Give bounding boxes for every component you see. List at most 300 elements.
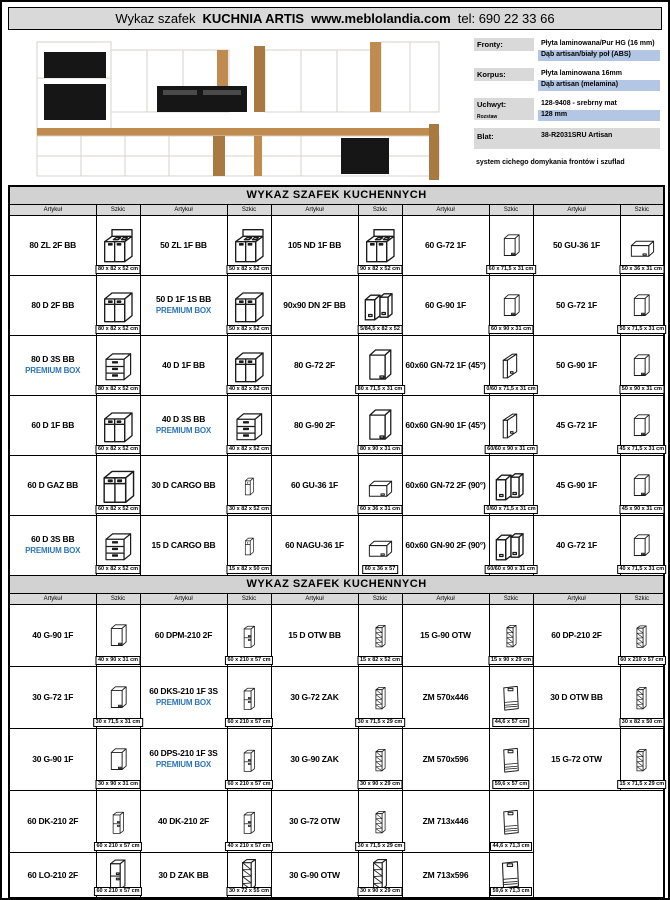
- article-cell: [533, 215, 620, 275]
- article-name: 80 G-90 2F: [294, 419, 335, 430]
- dimensions-label: 15 x 90 x 29 cm: [488, 656, 533, 665]
- column-header-szkic: Szkic: [96, 204, 140, 215]
- article-cell: [140, 335, 227, 395]
- article-cell: [271, 215, 358, 275]
- spec-value-line: 128-9408 - srebrny mat: [541, 99, 617, 107]
- article-name: 60 G-90 1F: [425, 299, 466, 310]
- dimensions-label: 45 x 90 x 31 cm: [619, 505, 664, 514]
- sketch-cell: [620, 215, 664, 275]
- title-brand: KUCHNIA ARTIS: [202, 11, 305, 26]
- article-name: 60 DKS-210 1F 3S: [149, 686, 218, 696]
- article-name: 30 G-72 1F: [32, 691, 74, 702]
- article-name: 50 GU-36 1F: [553, 239, 600, 250]
- corner45-cabinet-sketch-icon: [496, 344, 527, 389]
- tall-cabinet-sketch-icon: [238, 799, 261, 847]
- sketch-cell: [227, 666, 271, 728]
- sketch-cell: [358, 515, 402, 575]
- article-cell: [140, 666, 227, 728]
- spec-values: [538, 38, 660, 61]
- empty-cell: [533, 790, 664, 898]
- spec-value-line: Dąb artisan/biały poł (ABS): [538, 50, 660, 62]
- spec-label-text: Blat:: [477, 132, 494, 141]
- spec-value-line: Płyta laminowana 16mm: [541, 69, 622, 77]
- table-row: [9, 335, 664, 395]
- article-name: 15 D OTW BB: [288, 629, 341, 640]
- article-cell: [271, 666, 358, 728]
- article-cell: [533, 335, 620, 395]
- page-title: [8, 7, 662, 30]
- spec-label-text: Uchwyt:: [474, 98, 534, 111]
- article-cell: [533, 395, 620, 455]
- article-name: 30 D ZAK BB: [158, 869, 209, 880]
- dimensions-label: 44,6 x 57 cm: [492, 718, 529, 727]
- article-cell: [533, 604, 620, 666]
- sketch-cell: [620, 728, 664, 790]
- wall-cabinet-sketch-icon: [628, 286, 655, 327]
- spec-value-line: 38-R2031SRU Artisan: [541, 131, 613, 139]
- wall-cabinet-sketch-icon: [105, 740, 132, 781]
- article-name: 40 DK-210 2F: [158, 815, 209, 826]
- article-name: 30 G-90 ZAK: [290, 753, 339, 764]
- open-cabinet-sketch-icon: [500, 613, 523, 660]
- wall2-cabinet-sketch-icon: [361, 406, 399, 447]
- wall-cabinet-sketch-icon: [498, 226, 525, 267]
- dimensions-label: 0/60 x 71,5 x 31 cm: [484, 505, 538, 514]
- title-phone: tel: 690 22 33 66: [457, 11, 555, 26]
- dimensions-label: 60 x 36 x 57: [362, 565, 398, 574]
- article-name: 60x60 GN-72 1F (45°): [405, 359, 486, 370]
- dimensions-label: 0/60 x 71,5 x 31 cm: [484, 385, 538, 394]
- article-name: 60 DPS-210 1F 3S: [149, 748, 218, 758]
- premium-box-label: PREMIUM BOX: [155, 425, 212, 435]
- sketch-cell: [489, 666, 533, 728]
- flip-cabinet-sketch-icon: [359, 475, 401, 504]
- article-cell: [9, 455, 96, 515]
- spec-value-line: Dąb artisan (melamina): [538, 80, 660, 92]
- spec-value-line: Płyta laminowana/Pur HG (16 mm): [541, 39, 655, 47]
- table-row: [9, 215, 664, 275]
- sketch-cell: [358, 666, 402, 728]
- article-name: 60x60 GN-90 2F (90°): [405, 539, 486, 550]
- sketch-cell: [227, 790, 271, 852]
- article-name: 45 G-90 1F: [556, 479, 597, 490]
- article-name: 60 NAGU-36 1F: [285, 539, 344, 550]
- dimensions-label: 59,6 x 57 cm: [492, 780, 529, 789]
- dimensions-label: 60 x 210 x 57 cm: [94, 887, 142, 896]
- premium-box-label: PREMIUM BOX: [155, 697, 212, 707]
- wall-cabinet-sketch-icon: [105, 678, 132, 719]
- sketch-cell: [96, 455, 140, 515]
- sketch-cell: [486, 335, 536, 395]
- dimensions-label: 30 x 90 x 29 cm: [357, 887, 402, 896]
- column-header-artykul: Artykuł: [271, 593, 358, 604]
- article-cell: [140, 790, 227, 852]
- doors-cabinet-sketch-icon: [229, 346, 269, 388]
- wall-cabinet-sketch-icon: [628, 346, 655, 387]
- sketch-cell: [227, 335, 271, 395]
- column-header-szkic: Szkic: [227, 593, 271, 604]
- wall-cabinet-sketch-icon: [628, 526, 655, 567]
- table-row: [9, 604, 664, 666]
- column-header-szkic: Szkic: [489, 593, 533, 604]
- dimensions-label: 80 x 82 x 52 cm: [95, 385, 140, 394]
- top-area: [8, 32, 662, 182]
- dimensions-label: 15 x 71,5 x 29 cm: [617, 780, 667, 789]
- article-name: ZM 713x446: [422, 815, 469, 826]
- dimensions-label: 40 x 82 x 52 cm: [226, 445, 271, 454]
- dimensions-label: 60/60 x 90 x 31 cm: [485, 445, 538, 454]
- cabinet-table: [8, 185, 665, 899]
- sketch-cell: [96, 852, 140, 898]
- dimensions-label: 40 x 90 x 31 cm: [95, 656, 140, 665]
- sketch-cell: [358, 728, 402, 790]
- dimensions-label: 60 x 82 x 52 cm: [95, 565, 140, 574]
- flip-cabinet-sketch-icon: [359, 535, 401, 564]
- article-cell: [271, 604, 358, 666]
- panel-cabinet-sketch-icon: [497, 738, 526, 783]
- article-cell: [9, 728, 96, 790]
- article-name: 90x90 DN 2F BB: [283, 299, 346, 310]
- sketch-cell: [489, 728, 533, 790]
- dimensions-label: 60 x 210 x 57 cm: [225, 780, 273, 789]
- premium-box-label: PREMIUM BOX: [25, 365, 81, 375]
- article-cell: [402, 275, 489, 335]
- article-cell: [402, 515, 489, 575]
- column-header-szkic: Szkic: [358, 593, 402, 604]
- cabinet-table-body: [9, 186, 664, 898]
- article-cell: [402, 604, 489, 666]
- column-header-artykul: Artykuł: [140, 593, 227, 604]
- article-cell: [9, 275, 96, 335]
- tall-cabinet-sketch-icon: [238, 737, 261, 785]
- column-header-artykul: Artykuł: [533, 593, 620, 604]
- table-row: [9, 790, 664, 852]
- spec-label: [474, 98, 534, 121]
- spec-row: [474, 98, 660, 121]
- article-name: 80 G-72 2F: [294, 359, 335, 370]
- sketch-cell: [358, 852, 402, 898]
- article-cell: [271, 728, 358, 790]
- article-cell: [533, 515, 620, 575]
- article-name: 60 G-72 1F: [425, 239, 466, 250]
- title-prefix: Wykaz szafek: [115, 11, 196, 26]
- spec-values: [538, 130, 660, 143]
- tall-cabinet-sketch-icon: [238, 675, 261, 723]
- wall-cabinet-sketch-icon: [105, 616, 132, 657]
- article-cell: [533, 728, 620, 790]
- article-cell: [140, 455, 227, 515]
- drawers-cabinet-sketch-icon: [231, 405, 267, 448]
- dimensions-label: 30 x 90 x 29 cm: [357, 780, 402, 789]
- doors-cabinet-sketch-icon: [98, 406, 138, 448]
- sketch-cell: [96, 515, 140, 575]
- article-name: ZM 570x446: [422, 691, 469, 702]
- dimensions-label: 50 x 82 x 52 cm: [226, 325, 271, 334]
- sketch-cell: [620, 395, 664, 455]
- sketch-cell: [96, 335, 140, 395]
- article-cell: [271, 790, 358, 852]
- table-row: [9, 515, 664, 575]
- sketch-cell: [358, 604, 402, 666]
- open-cabinet-sketch-icon: [630, 675, 653, 722]
- cargo-cabinet-sketch-icon: [239, 464, 260, 509]
- drawers-cabinet-sketch-icon: [100, 345, 136, 388]
- article-name: 50 ZL 1F BB: [160, 239, 207, 250]
- column-header-szkic: Szkic: [96, 593, 140, 604]
- article-name: 15 D CARGO BB: [151, 539, 216, 550]
- dimensions-label: 45 x 71,5 x 31 cm: [617, 445, 667, 454]
- sketch-cell: [227, 455, 271, 515]
- premium-box-label: PREMIUM BOX: [25, 545, 81, 555]
- article-name: 30 D CARGO BB: [151, 479, 216, 490]
- spec-values: [538, 68, 660, 91]
- doors-cabinet-sketch-icon: [229, 286, 269, 328]
- article-name: 30 G-72 OTW: [289, 815, 340, 826]
- article-cell: [140, 728, 227, 790]
- article-cell: [402, 395, 489, 455]
- sink-cabinet-sketch-icon: [360, 226, 400, 268]
- sketch-cell: [489, 790, 533, 852]
- spec-value-line: 128 mm: [538, 110, 660, 122]
- article-name: 60 D 1F BB: [31, 419, 75, 430]
- article-name: 50 G-90 1F: [556, 359, 597, 370]
- article-cell: [140, 604, 227, 666]
- article-cell: [140, 395, 227, 455]
- dimensions-label: 50 x 71,5 x 31 cm: [617, 325, 667, 334]
- article-cell: [9, 515, 96, 575]
- open-cabinet-sketch-icon: [369, 799, 392, 846]
- panel-cabinet-sketch-icon: [497, 676, 526, 721]
- sketch-cell: [489, 275, 533, 335]
- table-row: [9, 455, 664, 515]
- panel-cabinet-sketch-icon: [497, 800, 526, 845]
- spec-row: [474, 128, 660, 149]
- sketch-cell: [96, 666, 140, 728]
- article-name: 45 G-72 1F: [556, 419, 597, 430]
- column-header-artykul: Artykuł: [9, 593, 96, 604]
- article-cell: [271, 335, 358, 395]
- spec-sublabel-text: Rozstaw: [474, 111, 534, 120]
- corner90-cabinet-sketch-icon: [491, 465, 531, 508]
- dimensions-label: 60 x 71,5 x 31 cm: [486, 265, 536, 274]
- article-name: 50 D 1F 1S BB: [155, 294, 212, 304]
- premium-box-label: PREMIUM BOX: [155, 759, 212, 769]
- sketch-cell: [358, 275, 402, 335]
- dimensions-label: 30 x 90 x 31 cm: [95, 780, 140, 789]
- open-tall-cabinet-sketch-icon: [630, 613, 653, 661]
- article-name: 40 G-72 1F: [556, 539, 597, 550]
- article-name: 30 D OTW BB: [550, 691, 603, 702]
- article-name: 15 G-90 OTW: [420, 629, 471, 640]
- column-header-artykul: Artykuł: [140, 204, 227, 215]
- dimensions-label: 5/84,5 x 82 x 52: [358, 325, 403, 334]
- article-cell: [533, 455, 620, 515]
- wall-cabinet-sketch-icon: [498, 286, 525, 327]
- article-cell: [402, 215, 489, 275]
- dimensions-label: 40 x 210 x 57 cm: [225, 842, 273, 851]
- sketch-cell: [227, 515, 271, 575]
- article-cell: [402, 852, 489, 898]
- sketch-cell: [227, 395, 271, 455]
- sketch-cell: [358, 215, 402, 275]
- article-name: 15 G-72 OTW: [551, 753, 602, 764]
- spec-box: [464, 32, 662, 182]
- article-cell: [271, 515, 358, 575]
- dimensions-label: 50 x 90 x 31 cm: [619, 385, 664, 394]
- article-cell: [140, 275, 227, 335]
- dimensions-label: 60/60 x 90 x 31 cm: [485, 565, 538, 574]
- sketch-cell: [489, 604, 533, 666]
- article-cell: [9, 395, 96, 455]
- column-header-szkic: Szkic: [358, 204, 402, 215]
- column-header-artykul: Artykuł: [402, 593, 489, 604]
- wall-cabinet-sketch-icon: [628, 466, 655, 507]
- article-cell: [9, 666, 96, 728]
- cargo-cabinet-sketch-icon: [239, 524, 260, 569]
- sketch-cell: [620, 275, 664, 335]
- sketch-cell: [96, 395, 140, 455]
- wall-cabinet-sketch-icon: [628, 406, 655, 447]
- sketch-cell: [227, 852, 271, 898]
- article-cell: [402, 335, 489, 395]
- sketch-cell: [489, 395, 533, 455]
- article-cell: [402, 666, 489, 728]
- article-name: 80 ZL 2F BB: [29, 239, 77, 250]
- article-cell: [402, 728, 489, 790]
- dimensions-label: 30 x 71,5 x 29 cm: [355, 842, 405, 851]
- corner45-cabinet-sketch-icon: [496, 404, 527, 449]
- article-name: 40 G-90 1F: [32, 629, 74, 640]
- open-cabinet-sketch-icon: [369, 613, 392, 660]
- article-name: 60 DK-210 2F: [27, 815, 79, 826]
- sketch-cell: [358, 790, 402, 852]
- article-cell: [9, 604, 96, 666]
- article-name: 30 G-90 1F: [32, 753, 74, 764]
- sketch-cell: [620, 455, 664, 515]
- dimensions-label: 60 x 82 x 52 cm: [95, 445, 140, 454]
- article-cell: [271, 852, 358, 898]
- article-name: ZM 713x596: [422, 869, 469, 880]
- dimensions-label: 60 x 90 x 31 cm: [488, 325, 533, 334]
- dimensions-label: 40 x 82 x 52 cm: [226, 385, 271, 394]
- dimensions-label: 90 x 82 x 52 cm: [357, 265, 402, 274]
- sink-cabinet-sketch-icon: [98, 226, 138, 268]
- article-cell: [140, 515, 227, 575]
- sketch-cell: [489, 852, 533, 898]
- dimensions-label: 60 x 210 x 57 cm: [618, 656, 666, 665]
- dimensions-label: 40 x 71,5 x 31 cm: [617, 565, 667, 574]
- article-cell: [533, 275, 620, 335]
- column-header-szkic: Szkic: [620, 204, 664, 215]
- article-cell: [402, 790, 489, 852]
- section-title: WYKAZ SZAFEK KUCHENNYCH: [9, 186, 664, 204]
- dimensions-label: 30 x 72 x 55 cm: [226, 887, 271, 896]
- spec-row: [474, 68, 660, 91]
- kitchen-render-image: [8, 32, 464, 182]
- sketch-cell: [96, 604, 140, 666]
- spec-label: [474, 130, 534, 143]
- open-cabinet-sketch-icon: [369, 737, 392, 784]
- article-cell: [9, 335, 96, 395]
- tall-cabinet-sketch-icon: [107, 799, 130, 847]
- article-name: 60 DP-210 2F: [551, 629, 602, 640]
- wall2-cabinet-sketch-icon: [361, 346, 399, 387]
- article-name: 60 GU-36 1F: [291, 479, 338, 490]
- article-name: 30 G-90 OTW: [289, 869, 340, 880]
- sketch-cell: [489, 215, 533, 275]
- dimensions-label: 50 x 36 x 31 cm: [619, 265, 664, 274]
- article-cell: [402, 455, 489, 515]
- dimensions-label: 60 x 82 x 52 cm: [95, 505, 140, 514]
- article-cell: [140, 215, 227, 275]
- article-name: 40 D 3S BB: [161, 414, 206, 424]
- table-row: [9, 728, 664, 790]
- article-name: 80 D 2F BB: [31, 299, 75, 310]
- article-name: ZM 570x596: [422, 753, 469, 764]
- article-name: 60 DPM-210 2F: [154, 629, 213, 640]
- column-header-artykul: Artykuł: [9, 204, 96, 215]
- dimensions-label: 80 x 82 x 52 cm: [95, 325, 140, 334]
- dimensions-label: 30 x 71,5 x 31 cm: [93, 718, 143, 727]
- column-header-artykul: Artykuł: [271, 204, 358, 215]
- article-cell: [9, 790, 96, 852]
- article-name: 50 G-72 1F: [556, 299, 597, 310]
- spec-label: [474, 68, 534, 91]
- section-title: WYKAZ SZAFEK KUCHENNYCH: [9, 575, 664, 593]
- sketch-cell: [489, 515, 533, 575]
- spec-values: [538, 98, 660, 121]
- article-name: 60 D 3S BB: [31, 534, 75, 544]
- dimensions-label: 15 x 82 x 50 cm: [226, 565, 271, 574]
- dimensions-label: 15 x 82 x 52 cm: [357, 656, 402, 665]
- sketch-cell: [227, 215, 271, 275]
- sketch-cell: [96, 275, 140, 335]
- flip-cabinet-sketch-icon: [621, 235, 663, 264]
- column-header-szkic: Szkic: [227, 204, 271, 215]
- sink-cabinet-sketch-icon: [229, 226, 269, 268]
- spec-label: [474, 38, 534, 61]
- column-header-szkic: Szkic: [620, 593, 664, 604]
- title-website: www.meblolandia.com: [311, 11, 451, 26]
- spec-label-text: Fronty:: [474, 38, 534, 51]
- dimensions-label: 44,6 x 71,3 cm: [490, 842, 532, 851]
- article-name: 60x60 GN-90 1F (45°): [405, 419, 486, 430]
- article-cell: [271, 275, 358, 335]
- sketch-cell: [358, 335, 402, 395]
- article-name: 80 D 3S BB: [31, 354, 75, 364]
- article-cell: [9, 852, 96, 898]
- dimensions-label: 60 x 36 x 31 cm: [357, 505, 402, 514]
- article-cell: [533, 666, 620, 728]
- sketch-cell: [227, 728, 271, 790]
- spec-label-text: Korpus:: [474, 68, 534, 81]
- article-cell: [271, 455, 358, 515]
- sketch-cell: [227, 604, 271, 666]
- corner90-cabinet-sketch-icon: [491, 525, 531, 568]
- column-header-artykul: Artykuł: [533, 204, 620, 215]
- premium-box-label: PREMIUM BOX: [155, 305, 212, 315]
- column-header-szkic: Szkic: [489, 204, 533, 215]
- open-cabinet-sketch-icon: [369, 675, 392, 722]
- article-name: 105 ND 1F BB: [287, 239, 342, 250]
- drawers-cabinet-sketch-icon: [100, 525, 136, 568]
- open-cabinet-sketch-icon: [630, 737, 653, 784]
- spec-row: [474, 38, 660, 61]
- sketch-cell: [486, 455, 536, 515]
- sketch-cell: [96, 728, 140, 790]
- dimensions-label: 30 x 71,5 x 29 cm: [355, 718, 405, 727]
- dimensions-label: 80 x 82 x 52 cm: [95, 265, 140, 274]
